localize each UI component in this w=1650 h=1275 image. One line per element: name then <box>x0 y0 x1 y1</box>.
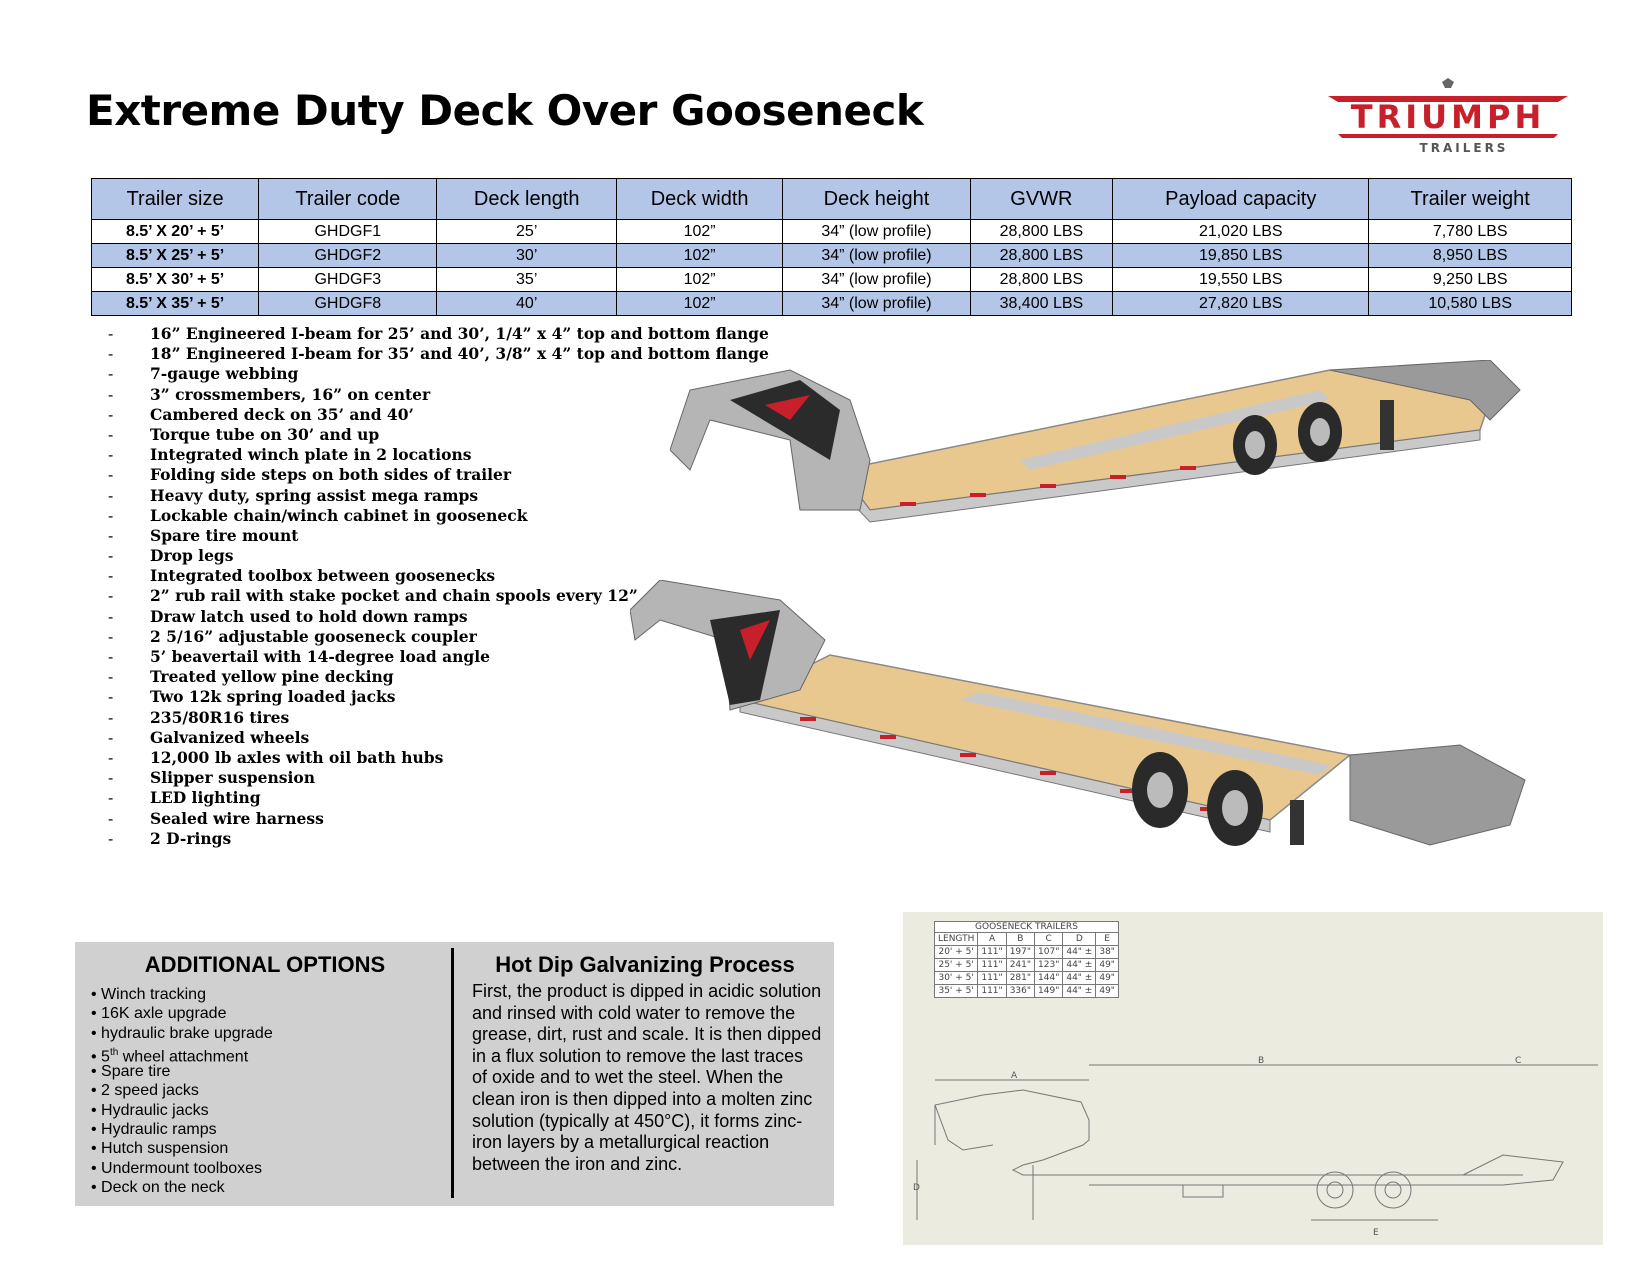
dimension-table-cell: 44" ± <box>1063 959 1096 972</box>
feature-item <box>108 324 769 344</box>
feature-bullet: - <box>108 587 114 606</box>
feature-text: Lockable chain/winch cabinet in gooseneck <box>150 505 528 525</box>
dim-label-e: E <box>1373 1228 1379 1238</box>
option-item: • hydraulic brake upgrade <box>91 1024 273 1042</box>
spec-table-cell: GHDGF1 <box>259 220 437 244</box>
dimension-table-cell: 49" <box>1096 959 1119 972</box>
spec-table-cell: 27,820 LBS <box>1113 292 1369 316</box>
spec-table-row <box>92 244 1572 268</box>
dimension-table-row <box>935 985 1119 998</box>
feature-bullet: - <box>108 607 114 626</box>
feature-bullet: - <box>108 385 114 404</box>
dimension-table-cell: 107" <box>1035 946 1063 959</box>
triumph-trailers-logo <box>1318 78 1578 158</box>
dim-col-c: C <box>1035 933 1063 946</box>
feature-text: 7-gauge webbing <box>150 364 299 384</box>
dimension-table <box>934 921 1119 998</box>
spec-table-cell: GHDGF8 <box>259 292 437 316</box>
logo-brand-text: TRIUMPH <box>1350 98 1546 136</box>
feature-bullet: - <box>108 325 114 343</box>
dimension-table-cell: 49" <box>1096 985 1119 998</box>
dim-col-b: B <box>1006 933 1034 946</box>
feature-bullet: - <box>108 486 114 505</box>
feature-text: 5’ beavertail with 14-degree load angle <box>150 647 491 666</box>
dimension-table-row <box>935 959 1119 972</box>
feature-bullet: - <box>108 648 114 666</box>
col-trailer-size: Trailer size <box>92 179 259 220</box>
galvanizing-description: First, the product is dipped in acidic solution and rinsed with cold water to remove the grease, dirt, rust and scale. It is then dipped in a flux solution to remove the last traces of oxide and to wet the steel. When the clean iron is then dipped into a molten zinc solution (typically at 450°C), it forms zinc-iron layers by a metallurgical reaction between the iron and zinc. <box>472 981 822 1174</box>
feature-text: 18” Engineered I-beam for 35’ and 40’, 3/8” x 4” top and bottom flange <box>150 344 769 364</box>
spec-table-cell: 19,550 LBS <box>1113 268 1369 292</box>
option-item: • Hydraulic ramps <box>91 1121 217 1139</box>
dimension-table-cell: 44" ± <box>1063 985 1096 998</box>
col-trailer-weight: Trailer weight <box>1369 179 1572 220</box>
spec-table-cell: 8.5’ X 20’ + 5’ <box>92 220 259 244</box>
spec-table-cell: 19,850 LBS <box>1113 244 1369 268</box>
feature-text: Heavy duty, spring assist mega ramps <box>150 485 479 505</box>
dim-label-c: C <box>1515 1056 1522 1066</box>
feature-text: Galvanized wheels <box>150 727 310 747</box>
dimension-table-cell: 20' + 5' <box>935 946 978 959</box>
dim-col-a: A <box>978 933 1006 946</box>
spec-table-cell: 28,800 LBS <box>970 220 1112 244</box>
feature-text: 3” crossmembers, 16” on center <box>150 384 431 404</box>
feature-bullet: - <box>108 526 114 545</box>
additional-options-title: ADDITIONAL OPTIONS <box>144 952 386 977</box>
feature-text: 2 5/16” adjustable gooseneck coupler <box>150 626 477 646</box>
spec-table-cell: 34” (low profile) <box>783 268 970 292</box>
dimension-table-row <box>935 946 1119 959</box>
feature-text: Cambered deck on 35’ and 40’ <box>150 404 414 424</box>
col-deck-width: Deck width <box>616 179 782 220</box>
dim-label-d: D <box>913 1183 920 1193</box>
option-item: • Hydraulic jacks <box>91 1101 209 1119</box>
col-trailer-code: Trailer code <box>259 179 437 220</box>
feature-bullet: - <box>108 688 114 707</box>
dimension-table-cell: 35' + 5' <box>935 985 978 998</box>
dimension-table-cell: 123" <box>1035 959 1063 972</box>
dimension-table-cell: 144" <box>1035 972 1063 985</box>
option-item: • Spare tire <box>91 1063 171 1081</box>
dimension-table-cell: 44" ± <box>1063 946 1096 959</box>
option-item: • Deck on the neck <box>91 1178 225 1196</box>
feature-bullet: - <box>108 668 114 687</box>
feature-bullet: - <box>108 567 114 586</box>
dim-label-b: B <box>1258 1056 1265 1066</box>
spec-table-cell: 21,020 LBS <box>1113 220 1369 244</box>
spec-table-row <box>92 292 1572 316</box>
dimension-table-cell: 241" <box>1006 959 1034 972</box>
spec-table-cell: 34” (low profile) <box>783 220 970 244</box>
logo-sub-text: TRAILERS <box>1419 141 1509 155</box>
spec-table-cell: 28,800 LBS <box>970 244 1112 268</box>
additional-options-list <box>91 985 273 1197</box>
dimension-table-cell: 25' + 5' <box>935 959 978 972</box>
dimension-table-cell: 111" <box>978 946 1006 959</box>
spec-table-cell: 8.5’ X 30’ + 5’ <box>92 268 259 292</box>
dimension-table-cell: 30' + 5' <box>935 972 978 985</box>
feature-text: Torque tube on 30’ and up <box>150 424 380 444</box>
dimension-table-cell: 336" <box>1006 985 1034 998</box>
ordinal-suffix: th <box>109 1046 119 1058</box>
dimension-table-cell: 44" ± <box>1063 972 1096 985</box>
spec-table-cell: 40’ <box>437 292 617 316</box>
feature-text: Integrated winch plate in 2 locations <box>150 445 472 465</box>
feature-text: Sealed wire harness <box>150 808 324 828</box>
dimension-table-cell: 281" <box>1006 972 1034 985</box>
spec-table-cell: 8.5’ X 25’ + 5’ <box>92 244 259 268</box>
feature-bullet: - <box>108 627 114 646</box>
option-item: • Hutch suspension <box>91 1140 229 1158</box>
feature-text: Integrated toolbox between goosenecks <box>150 566 496 586</box>
side-view-drawing <box>903 1050 1603 1245</box>
spec-table-cell: 35’ <box>437 268 617 292</box>
feature-bullet: - <box>108 405 114 424</box>
feature-bullet: - <box>108 789 114 808</box>
dimension-table-cell: 111" <box>978 959 1006 972</box>
feature-text: LED lighting <box>150 788 261 808</box>
feature-text: 16” Engineered I-beam for 25’ and 30’, 1/4” x 4” top and bottom flange <box>150 324 769 343</box>
feature-bullet: - <box>108 728 114 747</box>
feature-text: 2” rub rail with stake pocket and chain spools every 12” <box>150 586 638 606</box>
feature-text: 12,000 lb axles with oil bath hubs <box>150 747 444 767</box>
feature-bullet: - <box>108 466 114 485</box>
spec-table-cell: 10,580 LBS <box>1369 292 1572 316</box>
feature-text: Draw latch used to hold down ramps <box>150 606 468 626</box>
spec-table-row <box>92 220 1572 244</box>
spec-table-cell: 30’ <box>437 244 617 268</box>
dimension-table-cell: 111" <box>978 972 1006 985</box>
page-title: Extreme Duty Deck Over Gooseneck <box>86 86 924 135</box>
feature-bullet: - <box>108 425 114 444</box>
feature-bullet: - <box>108 769 114 788</box>
spec-table <box>91 178 1572 316</box>
dimension-table-cell: 38" <box>1096 946 1119 959</box>
spec-table-header-row <box>92 179 1572 220</box>
spec-table-cell: 7,780 LBS <box>1369 220 1572 244</box>
spec-table-cell: 28,800 LBS <box>970 268 1112 292</box>
dimension-table-row <box>935 972 1119 985</box>
spec-table-cell: 8.5’ X 35’ + 5’ <box>92 292 259 316</box>
spec-table-row <box>92 268 1572 292</box>
dimension-table-caption: GOOSENECK TRAILERS <box>934 921 1119 932</box>
option-item: • 2 speed jacks <box>91 1082 199 1100</box>
dimension-table-cell: 49" <box>1096 972 1119 985</box>
spec-table-cell: GHDGF2 <box>259 244 437 268</box>
feature-text: 235/80R16 tires <box>150 707 290 727</box>
feature-text: Treated yellow pine decking <box>150 667 394 687</box>
dim-col-d: D <box>1063 933 1096 946</box>
dim-col-length: LENGTH <box>935 933 978 946</box>
option-item-fifth-wheel-rest: wheel attachment <box>118 1048 249 1066</box>
spec-table-cell: 25’ <box>437 220 617 244</box>
feature-bullet: - <box>108 708 114 727</box>
option-item: • 16K axle upgrade <box>91 1005 227 1023</box>
dimension-table-cell: 111" <box>978 985 1006 998</box>
feature-bullet: - <box>108 446 114 465</box>
spec-table-cell: 102” <box>616 220 782 244</box>
col-payload: Payload capacity <box>1113 179 1369 220</box>
spec-table-cell: 38,400 LBS <box>970 292 1112 316</box>
feature-text: Slipper suspension <box>150 768 315 788</box>
feature-text: Spare tire mount <box>150 525 299 545</box>
feature-bullet: - <box>108 365 114 384</box>
spec-table-cell: 102” <box>616 244 782 268</box>
option-item: • Winch tracking <box>91 986 206 1003</box>
panel-divider <box>451 948 454 1198</box>
trailer-rendering-bottom <box>630 580 1630 900</box>
col-gvwr: GVWR <box>970 179 1112 220</box>
dimension-table-cell: 197" <box>1006 946 1034 959</box>
spec-table-cell: 102” <box>616 268 782 292</box>
feature-text: Folding side steps on both sides of trailer <box>150 465 512 485</box>
col-deck-length: Deck length <box>437 179 617 220</box>
feature-bullet: - <box>108 829 114 848</box>
feature-text: 2 D-rings <box>150 828 232 848</box>
galvanizing-title: Hot Dip Galvanizing Process <box>495 952 795 977</box>
feature-bullet: - <box>108 345 114 364</box>
dim-label-a: A <box>1011 1071 1018 1081</box>
feature-bullet: - <box>108 809 114 828</box>
dimension-table-cell: 149" <box>1035 985 1063 998</box>
option-item-fifth-wheel <box>91 1043 273 1066</box>
feature-bullet: - <box>108 506 114 525</box>
feature-bullet: - <box>108 748 114 767</box>
col-deck-height: Deck height <box>783 179 970 220</box>
option-item-fifth-wheel-prefix: • 5 <box>91 1048 110 1066</box>
spec-table-cell: 34” (low profile) <box>783 244 970 268</box>
spec-table-cell: 9,250 LBS <box>1369 268 1572 292</box>
trailer-rendering-top <box>670 360 1590 560</box>
feature-text: Two 12k spring loaded jacks <box>150 687 396 707</box>
spec-table-cell: 8,950 LBS <box>1369 244 1572 268</box>
dim-col-e: E <box>1096 933 1119 946</box>
spec-table-cell: GHDGF3 <box>259 268 437 292</box>
feature-text: Drop legs <box>150 546 234 566</box>
spec-table-cell: 34” (low profile) <box>783 292 970 316</box>
spec-table-cell: 102” <box>616 292 782 316</box>
feature-bullet: - <box>108 547 114 566</box>
option-item: • Undermount toolboxes <box>91 1159 263 1177</box>
